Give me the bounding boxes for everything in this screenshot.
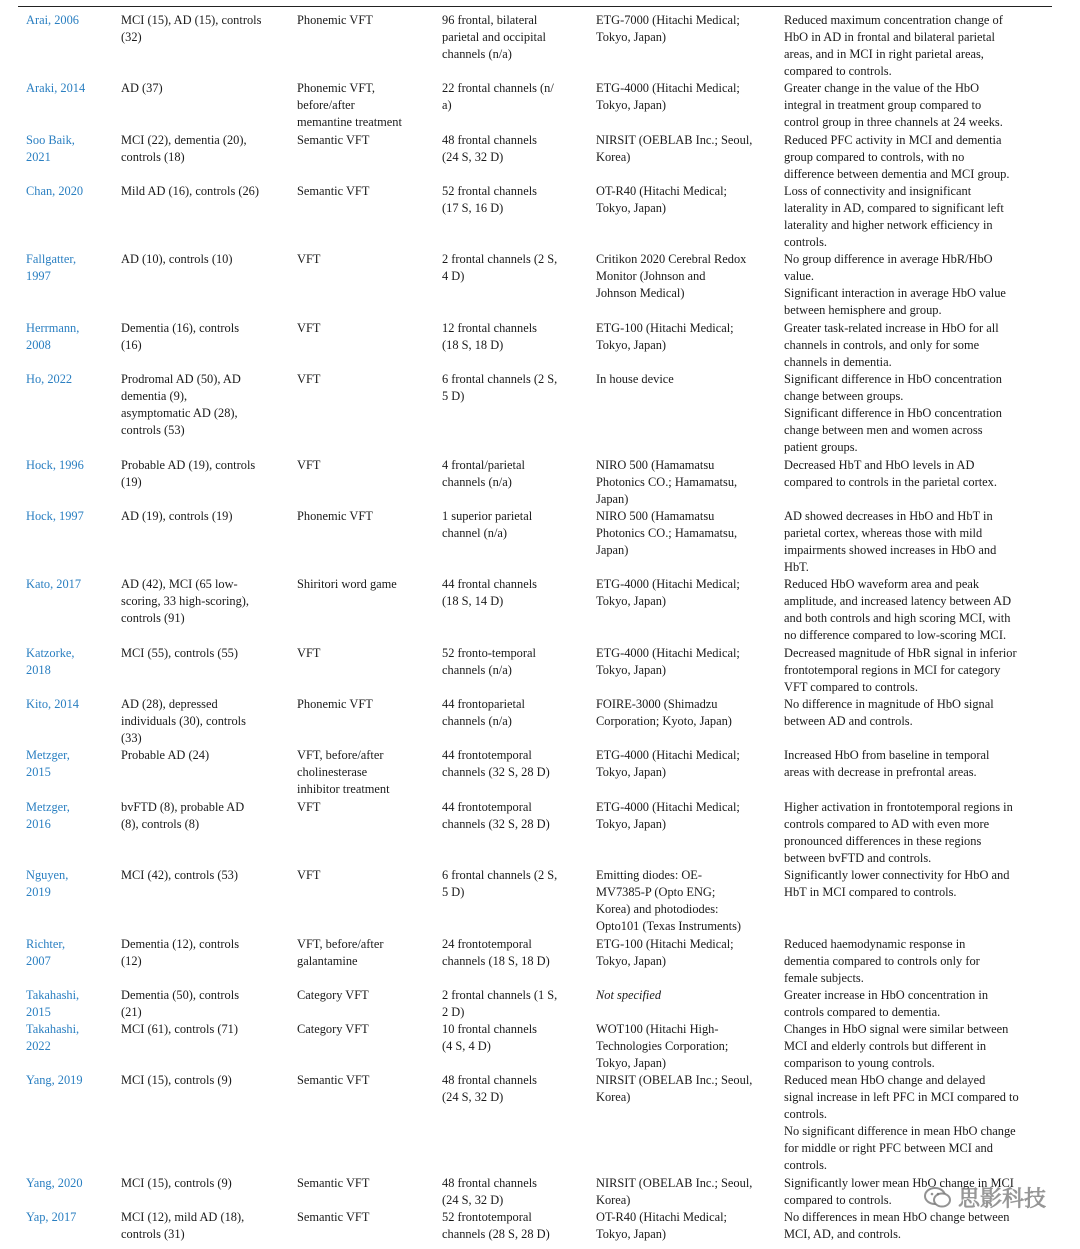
cell-results: Reduced HbO waveform area and peak amplitude, and increased latency between AD and both controls and high scoring MCI, with no difference compared to low-scoring MCI. — [784, 577, 1012, 642]
cell-population: Prodromal AD (50), AD dementia (9), asymptomatic AD (28), controls (53) — [121, 372, 241, 437]
cell-task: Phonemic VFT — [297, 509, 373, 523]
cell-task: VFT, before/after galantamine — [297, 937, 384, 968]
cell-task: Shiritori word game — [297, 577, 397, 591]
cell-task: Semantic VFT — [297, 133, 370, 147]
cell-task: VFT — [297, 646, 321, 660]
cell-reference[interactable]: Yang, 2020 — [26, 1176, 83, 1190]
cell-channels: 52 frontotemporal channels (28 S, 28 D) — [442, 1210, 550, 1241]
cell-results: Greater increase in HbO concentration in controls compared to dementia. — [784, 988, 989, 1019]
wechat-icon — [924, 1187, 952, 1209]
cell-device: WOT100 (Hitachi High- Technologies Corporation; Tokyo, Japan) — [596, 1022, 729, 1070]
cell-device: ETG-100 (Hitachi Medical; Tokyo, Japan) — [596, 937, 734, 968]
cell-task: Phonemic VFT, before/after memantine treatment — [297, 81, 402, 129]
cell-device: ETG-7000 (Hitachi Medical; Tokyo, Japan) — [596, 13, 740, 44]
cell-population: bvFTD (8), probable AD (8), controls (8) — [121, 800, 245, 831]
cell-reference[interactable]: Nguyen, 2019 — [26, 868, 69, 899]
cell-population: MCI (42), controls (53) — [121, 868, 239, 882]
cell-channels: 44 frontoparietal channels (n/a) — [442, 697, 525, 728]
cell-reference[interactable]: Takahashi, 2022 — [26, 1022, 80, 1053]
cell-reference[interactable]: Kito, 2014 — [26, 697, 80, 711]
cell-population: Probable AD (24) — [121, 748, 210, 762]
cell-device: NIRO 500 (Hamamatsu Photonics CO.; Hamamatsu, Japan) — [596, 458, 738, 506]
cell-population: Probable AD (19), controls (19) — [121, 458, 256, 489]
cell-task: VFT — [297, 800, 321, 814]
cell-population: Dementia (12), controls (12) — [121, 937, 240, 968]
cell-task: Semantic VFT — [297, 1073, 370, 1087]
cell-reference[interactable]: Metzger, 2015 — [26, 748, 70, 779]
cell-channels: 52 frontal channels (17 S, 16 D) — [442, 184, 537, 215]
cell-device: ETG-4000 (Hitachi Medical; Tokyo, Japan) — [596, 577, 740, 608]
cell-reference[interactable]: Yang, 2019 — [26, 1073, 83, 1087]
cell-channels: 6 frontal channels (2 S, 5 D) — [442, 868, 558, 899]
cell-reference[interactable]: Herrmann, 2008 — [26, 321, 80, 352]
cell-device: NIRO 500 (Hamamatsu Photonics CO.; Hamamatsu, Japan) — [596, 509, 738, 557]
cell-results: Reduced mean HbO change and delayed signal increase in left PFC in MCI compared to controls. No significant difference in mean HbO change for middle or right PFC between MCI and controls. — [784, 1073, 1019, 1172]
cell-population: AD (10), controls (10) — [121, 252, 233, 266]
cell-reference[interactable]: Hock, 1996 — [26, 458, 84, 472]
cell-reference[interactable]: Araki, 2014 — [26, 81, 86, 95]
cell-reference[interactable]: Arai, 2006 — [26, 13, 79, 27]
cell-channels: 96 frontal, bilateral parietal and occipital channels (n/a) — [442, 13, 546, 61]
watermark — [924, 1182, 1046, 1213]
watermark-text: 思影科技 — [957, 1187, 1046, 1212]
cell-device: NIRSIT (OBELAB Inc.; Seoul, Korea) — [596, 1073, 753, 1104]
cell-task: Phonemic VFT — [297, 13, 373, 27]
cell-results: Significantly lower connectivity for HbO and HbT in MCI compared to controls. — [784, 868, 1010, 899]
cell-task: VFT — [297, 252, 321, 266]
cell-results: No group difference in average HbR/HbO value. Significant interaction in average HbO value between hemisphere and group. — [784, 252, 1006, 317]
cell-task: Semantic VFT — [297, 184, 370, 198]
cell-population: Dementia (50), controls (21) — [121, 988, 240, 1019]
cell-reference[interactable]: Yap, 2017 — [26, 1210, 77, 1224]
cell-device: ETG-4000 (Hitachi Medical; Tokyo, Japan) — [596, 646, 740, 677]
cell-population: MCI (61), controls (71) — [121, 1022, 239, 1036]
cell-population: MCI (15), AD (15), controls (32) — [121, 13, 262, 44]
cell-task: Phonemic VFT — [297, 697, 373, 711]
cell-population: AD (42), MCI (65 low- scoring, 33 high-scoring), controls (91) — [121, 577, 250, 625]
cell-results: Greater change in the value of the HbO integral in treatment group compared to control group in three channels at 24 weeks. — [784, 81, 1003, 129]
cell-reference[interactable]: Ho, 2022 — [26, 372, 73, 386]
cell-results: Significantly lower mean HbO change in MCI compared to controls. — [784, 1176, 1014, 1207]
cell-reference[interactable]: Hock, 1997 — [26, 509, 84, 523]
cell-population: AD (19), controls (19) — [121, 509, 233, 523]
cell-reference[interactable]: Chan, 2020 — [26, 184, 84, 198]
cell-device: Not specified — [596, 988, 662, 1002]
cell-population: AD (37) — [121, 81, 163, 95]
cell-reference[interactable]: Soo Baik, 2021 — [26, 133, 75, 164]
cell-population: MCI (15), controls (9) — [121, 1176, 232, 1190]
cell-channels: 6 frontal channels (2 S, 5 D) — [442, 372, 558, 403]
cell-device: OT-R40 (Hitachi Medical; Tokyo, Japan) — [596, 184, 727, 215]
cell-population: Dementia (16), controls (16) — [121, 321, 240, 352]
cell-task: Category VFT — [297, 1022, 369, 1036]
cell-results: Significant difference in HbO concentration change between groups. Significant difference in HbO concentration change between men and women across patient groups. — [784, 372, 1002, 454]
cell-reference[interactable]: Katzorke, 2018 — [26, 646, 75, 677]
cell-results: Higher activation in frontotemporal regions in controls compared to AD with even more pronounced differences in these regions between bvFTD and controls. — [784, 800, 1013, 865]
cell-results: Changes in HbO signal were similar between MCI and elderly controls but different in comparison to young controls. — [784, 1022, 1009, 1070]
cell-population: MCI (55), controls (55) — [121, 646, 239, 660]
cell-device: ETG-100 (Hitachi Medical; Tokyo, Japan) — [596, 321, 734, 352]
cell-reference[interactable]: Richter, 2007 — [26, 937, 66, 968]
cell-results: Reduced PFC activity in MCI and dementia group compared to controls, with no difference between dementia and MCI group. — [784, 133, 1010, 181]
cell-channels: 52 fronto-temporal channels (n/a) — [442, 646, 536, 677]
cell-channels: 4 frontal/parietal channels (n/a) — [442, 458, 525, 489]
cell-channels: 2 frontal channels (2 S, 4 D) — [442, 252, 558, 283]
cell-channels: 48 frontal channels (24 S, 32 D) — [442, 1176, 537, 1207]
cell-channels: 2 frontal channels (1 S, 2 D) — [442, 988, 558, 1019]
cell-channels: 10 frontal channels (4 S, 4 D) — [442, 1022, 537, 1053]
cell-population: MCI (15), controls (9) — [121, 1073, 232, 1087]
cell-reference[interactable]: Metzger, 2016 — [26, 800, 70, 831]
cell-results: Reduced maximum concentration change of HbO in AD in frontal and bilateral parietal areas, and in MCI in right parietal areas, compared to controls. — [784, 13, 1003, 78]
cell-population: MCI (22), dementia (20), controls (18) — [121, 133, 247, 164]
cell-results: Decreased magnitude of HbR signal in inferior frontotemporal regions in MCI for category VFT compared to controls. — [784, 646, 1017, 694]
cell-channels: 44 frontal channels (18 S, 14 D) — [442, 577, 537, 608]
cell-reference[interactable]: Takahashi, 2015 — [26, 988, 80, 1019]
cell-channels: 24 frontotemporal channels (18 S, 18 D) — [442, 937, 550, 968]
cell-device: NIRSIT (OBELAB Inc.; Seoul, Korea) — [596, 1176, 753, 1207]
cell-device: In house device — [596, 372, 674, 386]
cell-channels: 44 frontotemporal channels (32 S, 28 D) — [442, 800, 550, 831]
cell-device: ETG-4000 (Hitachi Medical; Tokyo, Japan) — [596, 800, 740, 831]
cell-results: No difference in magnitude of HbO signal between AD and controls. — [784, 697, 994, 728]
cell-results: AD showed decreases in HbO and HbT in parietal cortex, whereas those with mild impairments showed increases in HbO and HbT. — [784, 509, 997, 574]
cell-results: Loss of connectivity and insignificant laterality in AD, compared to significant left laterality and higher network efficiency in controls. — [784, 184, 1004, 249]
cell-channels: 1 superior parietal channel (n/a) — [442, 509, 533, 540]
cell-device: Emitting diodes: OE- MV7385-P (Opto ENG; Korea) and photodiodes: Opto101 (Texas Instruments) — [596, 868, 742, 933]
cell-device: ETG-4000 (Hitachi Medical; Tokyo, Japan) — [596, 81, 740, 112]
cell-task: Category VFT — [297, 988, 369, 1002]
cell-population: MCI (12), mild AD (18), controls (31) — [121, 1210, 245, 1241]
cell-device: Critikon 2020 Cerebral Redox Monitor (Johnson and Johnson Medical) — [596, 252, 747, 300]
cell-task: VFT, before/after cholinesterase inhibitor treatment — [297, 748, 390, 796]
cell-population: Mild AD (16), controls (26) — [121, 184, 260, 198]
table-top-rule — [18, 6, 1052, 7]
cell-channels: 12 frontal channels (18 S, 18 D) — [442, 321, 537, 352]
cell-population: AD (28), depressed individuals (30), controls (33) — [121, 697, 246, 745]
cell-device: NIRSIT (OEBLAB Inc.; Seoul, Korea) — [596, 133, 753, 164]
cell-results: Reduced haemodynamic response in dementia compared to controls only for female subjects. — [784, 937, 980, 985]
cell-device: OT-R40 (Hitachi Medical; Tokyo, Japan) — [596, 1210, 727, 1241]
cell-results: Decreased HbT and HbO levels in AD compared to controls in the parietal cortex. — [784, 458, 997, 489]
cell-channels: 48 frontal channels (24 S, 32 D) — [442, 133, 537, 164]
cell-results: Increased HbO from baseline in temporal areas with decrease in prefrontal areas. — [784, 748, 990, 779]
cell-device: ETG-4000 (Hitachi Medical; Tokyo, Japan) — [596, 748, 740, 779]
cell-task: Semantic VFT — [297, 1210, 370, 1224]
cell-reference[interactable]: Fallgatter, 1997 — [26, 252, 77, 283]
cell-device: FOIRE-3000 (Shimadzu Corporation; Kyoto, Japan) — [596, 697, 732, 728]
cell-task: VFT — [297, 458, 321, 472]
cell-task: VFT — [297, 372, 321, 386]
cell-channels: 22 frontal channels (n/ a) — [442, 81, 554, 112]
cell-task: VFT — [297, 321, 321, 335]
cell-channels: 44 frontotemporal channels (32 S, 28 D) — [442, 748, 550, 779]
cell-task: Semantic VFT — [297, 1176, 370, 1190]
cell-results: Greater task-related increase in HbO for all channels in controls, and only for some channels in dementia. — [784, 321, 999, 369]
cell-channels: 48 frontal channels (24 S, 32 D) — [442, 1073, 537, 1104]
cell-reference[interactable]: Kato, 2017 — [26, 577, 82, 591]
cell-results: No differences in mean HbO change between MCI, AD, and controls. — [784, 1210, 1010, 1241]
cell-task: VFT — [297, 868, 321, 882]
